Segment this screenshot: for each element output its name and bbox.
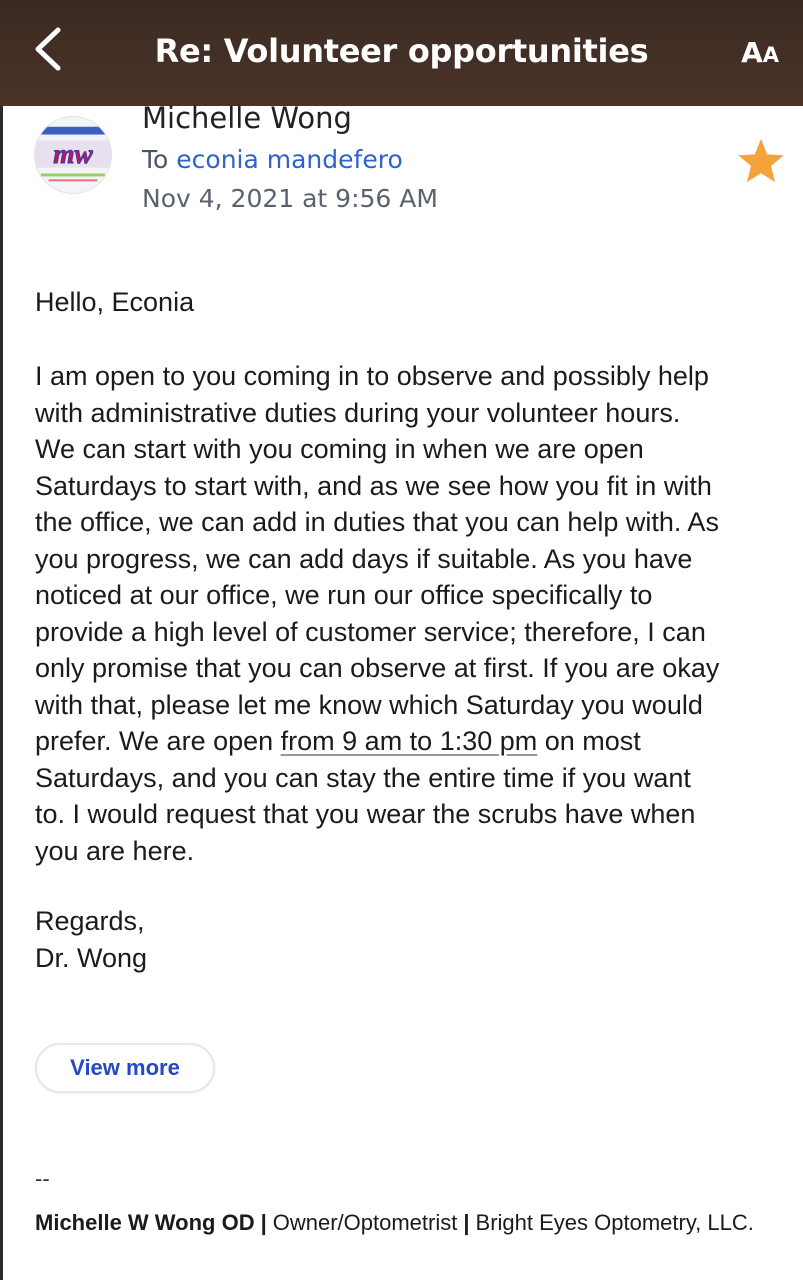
message-line: the office, we can add in duties that you can help with. As <box>35 507 719 537</box>
message-line: We can start with you coming in when we are open <box>35 434 644 464</box>
signature-divider: | <box>463 1210 470 1235</box>
message-line: Saturdays to start with, and as we see how you fit in with <box>35 470 712 501</box>
recipient-name[interactable]: econia mandefero <box>176 145 403 174</box>
email-subject-title: Re: Volunteer opportunities <box>154 32 649 70</box>
to-label: To <box>142 145 169 174</box>
sender-avatar[interactable] <box>34 116 112 194</box>
message-line: I am open to you coming in to observe and possibly help <box>35 361 709 391</box>
message-line: with administrative duties during your volunteer hours. <box>35 397 681 428</box>
sender-name[interactable]: Michelle Wong <box>142 101 352 135</box>
greeting: Hello, Econia <box>35 287 195 317</box>
message-line: provide a high level of customer service; therefore, I can <box>35 616 706 647</box>
message-line: Saturdays, and you can stay the entire time if you want <box>35 762 691 793</box>
signoff-text: Dr. Wong <box>35 942 148 973</box>
message-text: prefer. We are open <box>35 726 281 756</box>
message-line: you progress, we can add days if suitable. As you have <box>35 543 693 574</box>
signature-company: Bright Eyes Optometry, LLC. <box>475 1210 754 1235</box>
text-size-icon-small: A <box>762 43 779 67</box>
message-line: noticed at our office, we run our office specifically to <box>35 580 653 610</box>
signature-separator: -- <box>35 1166 50 1191</box>
avatar-initials: mw <box>53 138 93 169</box>
view-more-button[interactable]: View more <box>35 1043 215 1093</box>
message-line: to. I would request that you wear the scrubs have when <box>35 799 696 829</box>
message-line: you are here. <box>35 835 195 866</box>
message-line <box>35 723 785 760</box>
time-range-link[interactable]: from 9 am to 1:30 pm <box>280 726 538 756</box>
message-line: with that, please let me know which Saturday you would <box>35 689 703 720</box>
star-icon <box>736 136 786 186</box>
closing-text: Regards, <box>35 906 145 936</box>
signature-divider: | <box>260 1210 267 1235</box>
message-line: only promise that you can observe at first. If you are okay <box>35 653 720 683</box>
back-button[interactable] <box>28 24 68 74</box>
avatar-logo-image <box>35 117 111 193</box>
sent-date: Nov 4, 2021 at 9:56 AM <box>142 184 438 213</box>
message-text: on most <box>537 726 641 756</box>
signature-block <box>35 1207 775 1239</box>
left-edge-border <box>0 106 3 1280</box>
text-size-icon-large: A <box>741 36 763 69</box>
recipient-line <box>142 145 403 174</box>
signature-name: Michelle W Wong OD <box>35 1210 255 1235</box>
signature-role: Owner/Optometrist <box>272 1210 458 1235</box>
message-body <box>35 358 785 869</box>
chevron-left-icon <box>28 24 68 74</box>
text-size-button[interactable] <box>741 36 779 69</box>
star-button[interactable] <box>736 136 786 186</box>
top-bar <box>0 0 803 106</box>
closing-block <box>35 903 785 976</box>
